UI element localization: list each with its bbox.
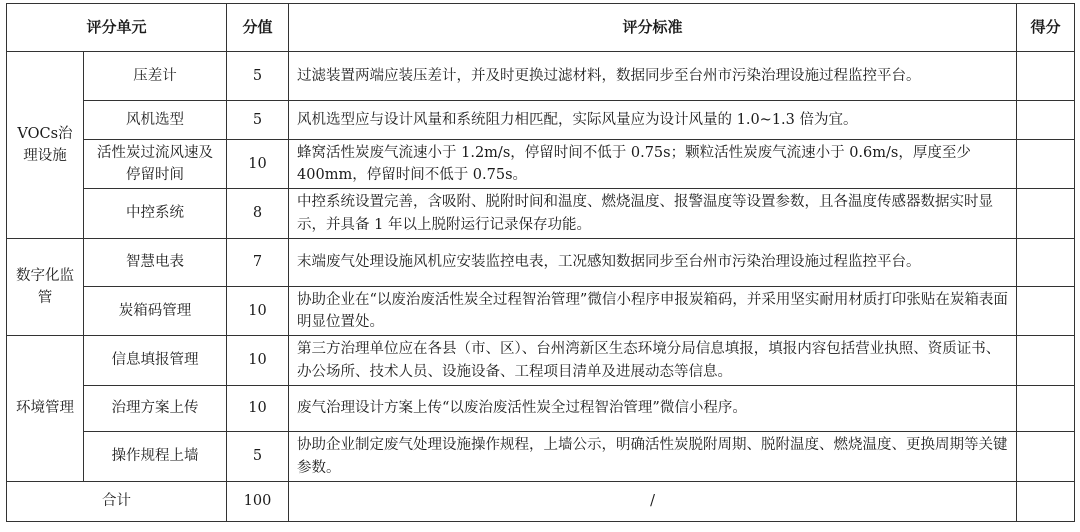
- group-name: 环境管理: [7, 336, 84, 482]
- item-result: [1017, 101, 1075, 140]
- item-score: 5: [227, 101, 289, 140]
- item-name: 中控系统: [84, 189, 227, 239]
- item-criteria: 中控系统设置完善，含吸附、脱附时间和温度、燃烧温度、报警温度等设置参数，且各温度传感器数据实时显示，并具备 1 年以上脱附运行记录保存功能。: [289, 189, 1017, 239]
- table-row: [7, 189, 1075, 239]
- item-result: [1017, 52, 1075, 101]
- total-criteria: /: [289, 482, 1017, 522]
- header-unit: 评分单元: [7, 4, 227, 52]
- item-score: 10: [227, 140, 289, 189]
- table-row: [7, 386, 1075, 432]
- item-name: 风机选型: [84, 101, 227, 140]
- item-result: [1017, 140, 1075, 189]
- item-result: [1017, 239, 1075, 287]
- table-row: [7, 287, 1075, 336]
- header-row: [7, 4, 1075, 52]
- item-name: 智慧电表: [84, 239, 227, 287]
- item-name: 炭箱码管理: [84, 287, 227, 336]
- total-result: [1017, 482, 1075, 522]
- item-result: [1017, 386, 1075, 432]
- table-row: [7, 239, 1075, 287]
- scoring-table: [6, 3, 1075, 522]
- item-name: 信息填报管理: [84, 336, 227, 386]
- item-criteria: 末端废气处理设施风机应安装监控电表，工况感知数据同步至台州市污染治理设施过程监控平台。: [289, 239, 1017, 287]
- table-row: [7, 336, 1075, 386]
- item-criteria: 风机选型应与设计风量和系统阻力相匹配，实际风量应为设计风量的 1.0~1.3 倍为宜。: [289, 101, 1017, 140]
- item-result: [1017, 336, 1075, 386]
- item-score: 10: [227, 336, 289, 386]
- item-name: 活性炭过流风速及停留时间: [84, 140, 227, 189]
- item-criteria: 第三方治理单位应在各县（市、区）、台州湾新区生态环境分局信息填报，填报内容包括营业执照、资质证书、办公场所、技术人员、设施设备、工程项目清单及进展动态等信息。: [289, 336, 1017, 386]
- item-name: 操作规程上墙: [84, 432, 227, 482]
- item-criteria: 蜂窝活性炭废气流速小于 1.2m/s，停留时间不低于 0.75s；颗粒活性炭废气流速小于 0.6m/s，厚度至少 400mm，停留时间不低于 0.75s。: [289, 140, 1017, 189]
- item-criteria: 废气治理设计方案上传“以废治废活性炭全过程智治管理”微信小程序。: [289, 386, 1017, 432]
- header-score: 分值: [227, 4, 289, 52]
- item-criteria: 协助企业制定废气处理设施操作规程，上墙公示，明确活性炭脱附周期、脱附温度、燃烧温度、更换周期等关键参数。: [289, 432, 1017, 482]
- item-score: 8: [227, 189, 289, 239]
- item-result: [1017, 432, 1075, 482]
- item-score: 5: [227, 432, 289, 482]
- total-row: [7, 482, 1075, 522]
- table-row: [7, 140, 1075, 189]
- group-name: 数字化监管: [7, 239, 84, 336]
- item-name: 压差计: [84, 52, 227, 101]
- table-row: [7, 101, 1075, 140]
- total-score: 100: [227, 482, 289, 522]
- item-score: 5: [227, 52, 289, 101]
- table-row: [7, 52, 1075, 101]
- item-result: [1017, 189, 1075, 239]
- item-name: 治理方案上传: [84, 386, 227, 432]
- item-score: 10: [227, 386, 289, 432]
- total-label: 合计: [7, 482, 227, 522]
- header-criteria: 评分标准: [289, 4, 1017, 52]
- item-criteria: 协助企业在“以废治废活性炭全过程智治管理”微信小程序申报炭箱码，并采用坚实耐用材质打印张贴在炭箱表面明显位置处。: [289, 287, 1017, 336]
- header-result: 得分: [1017, 4, 1075, 52]
- item-score: 7: [227, 239, 289, 287]
- group-name: VOCs治理设施: [7, 52, 84, 239]
- item-result: [1017, 287, 1075, 336]
- item-score: 10: [227, 287, 289, 336]
- table-row: [7, 432, 1075, 482]
- item-criteria: 过滤装置两端应装压差计，并及时更换过滤材料，数据同步至台州市污染治理设施过程监控平台。: [289, 52, 1017, 101]
